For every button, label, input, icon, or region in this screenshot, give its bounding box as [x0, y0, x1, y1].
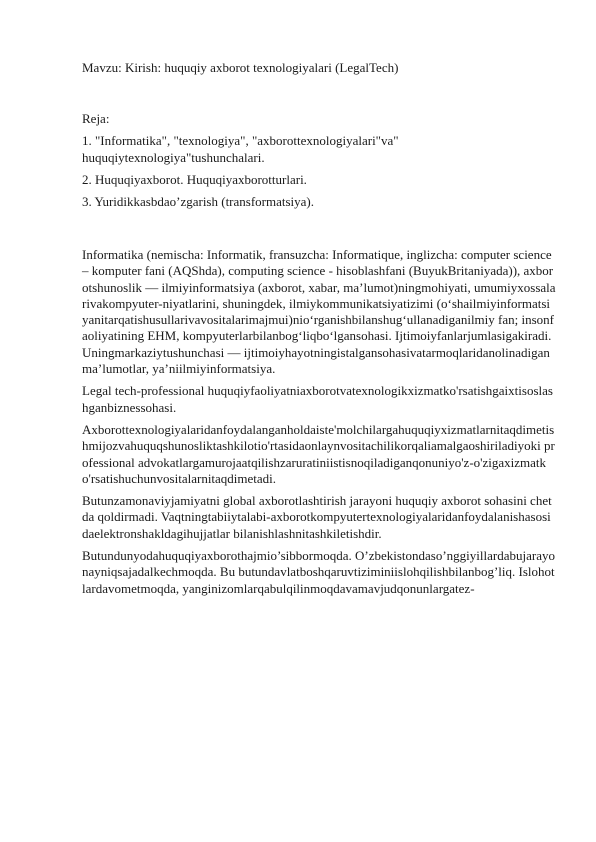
paragraph: Butunzamonaviyjamiyatni global axborotlashtirish jarayoni huquqiy axborot sohasini chetda qoldirmadi. Vaqtningtabiiytalabi-axborotkompyutertexnologiyalaridanfoydalanishasosidaelektronshakldagihujjatlar bilanishlashnitashkiletishdir.	[82, 493, 552, 541]
body-text	[82, 247, 556, 603]
plan-item: 1. "Informatika", "texnologiya", "axborottexnologiyalari"va" huquqiytexnologiya"tushunchalari.	[82, 133, 399, 165]
paragraph: Axborottexnologiyalaridanfoydalanganholdaiste'molchilargahuquqiyxizmatlarnitaqdimetishmijozvahuquqshunosliktashkilotio'rtasidaonlaynvositachilikorqaliamalgaoshiriladiyoki professional advokatlargamurojaatqilishzaruratiniistisnoqiladiganqonuniyo'z-o'zigaxizmatko'rsatishuchunvositalarnitaqdimetadi.	[82, 421, 555, 486]
paragraph: Butundunyodahuquqiyaxborothajmio’sibbormoqda. O’zbekistondaso’nggiyillardabujarayonayniqsajadalkechmoqda. Bu butundavlatboshqaruvtiziminiislohqilishbilanbog’liq. Islohotlardavometmoqda, yanginizomlarqabulqilinmoqdavamavjudqonunlargatez-	[82, 548, 555, 596]
paragraph: Legal tech-professional huquqiyfaoliyatniaxborotvatexnologikxizmatko'rsatishgaixtisoslashganbiznessohasi.	[82, 383, 553, 415]
paragraph: Informatika (nemischa: Informatik, fransuzcha: Informatique, inglizcha: computer science – komputer fani (AQShda), computing science - hisoblashfani (BuyukBritaniyada)), axborotshunoslik — ilmiyinformatsiya (axborot, xabar, ma’lumot)ningmohiyati, umumiyxossalarivakompyuter-niyatlarini, shuningdek, ilmiykommunikatsiyatizimi (o‘shailmiyinformatsiyanitarqatishusullarivavositalarimajmui)nio‘rganishbilanshug‘ullanadiganilmiy fan; insonfaoliyatining EHM, kompyuterlarbilanbog‘liqbo‘lgansohasi. Ijtimoiyfanlarjumlasigakiradi. Uningmarkaziytushunchasi — ijtimoiyhayotningistalgansohasivatarmoqlaridanolinadiganma’lumotlar, ya’niilmiyinformatsiya.	[82, 247, 556, 377]
plan-heading: Reja:	[82, 111, 110, 126]
plan-section	[82, 111, 556, 216]
page-title: Mavzu: Kirish: huquqiy axborot texnologiyalari (LegalTech)	[82, 60, 399, 75]
plan-item: 3. Yuridikkasbdao’zgarish (transformatsiya).	[82, 194, 315, 210]
plan-item: 2. Huquqiyaxborot. Huquqiyaxborotturlari.	[82, 171, 307, 187]
